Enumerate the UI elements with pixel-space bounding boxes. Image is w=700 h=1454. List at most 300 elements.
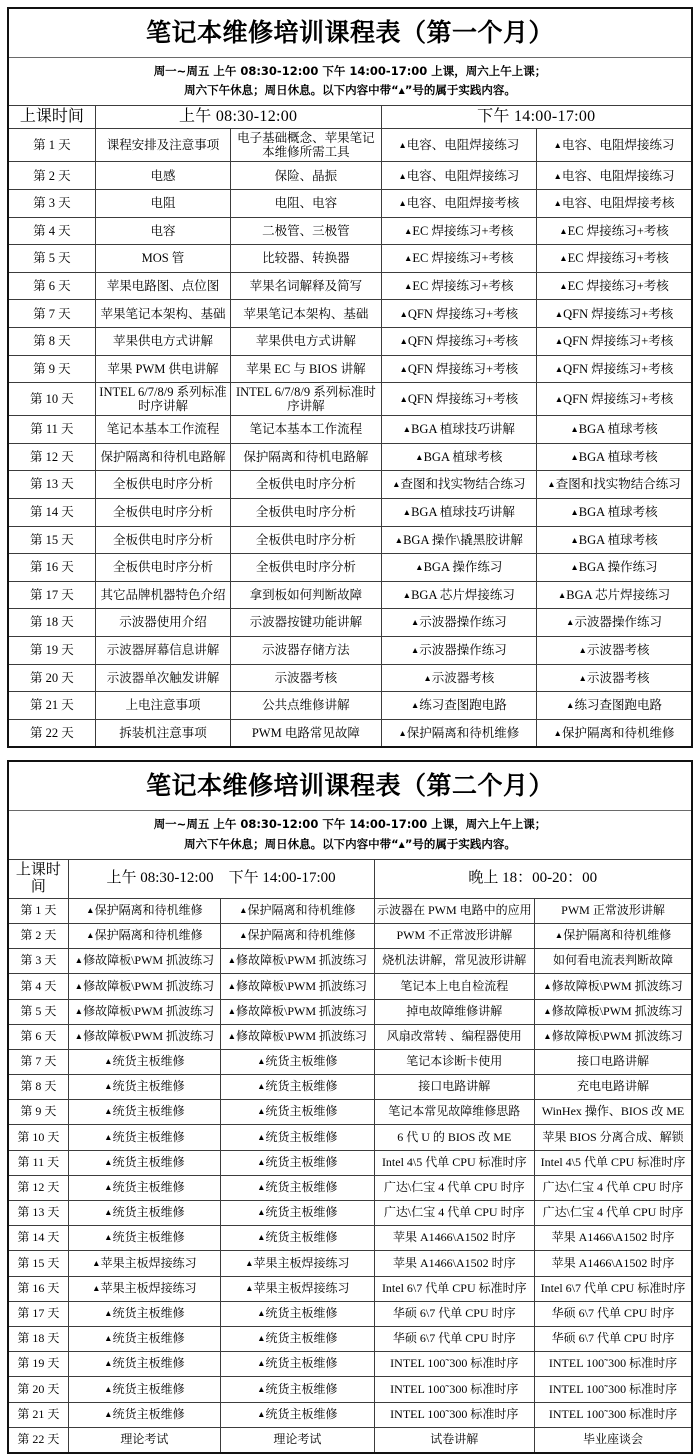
row-cell-4: ▲EC 焊接练习+考核 [537, 217, 693, 245]
row-day-label: 第 13 天 [8, 1201, 68, 1226]
practice-marker-triangle-icon: ▲ [104, 1106, 113, 1117]
table2-subtitle-line-1: 周一~周五 上午 08:30-12:00 下午 14:00-17:00 上课，周六上午上课； [153, 817, 547, 832]
row-day-label: 第 8 天 [8, 328, 95, 356]
practice-marker-triangle-icon: ▲ [104, 1156, 113, 1167]
table-row [8, 1150, 692, 1175]
row-cell-4: ▲示波器考核 [537, 664, 693, 692]
row-day-label: 第 19 天 [8, 636, 95, 664]
table-row [8, 636, 692, 664]
practice-marker-triangle-icon: ▲ [553, 198, 562, 209]
table-row [8, 1100, 692, 1125]
practice-marker-triangle-icon: ▲ [257, 1131, 266, 1142]
row-cell-2: ▲统货主板维修 [221, 1326, 374, 1351]
practice-marker-triangle-icon: ▲ [104, 1408, 113, 1419]
row-cell-3: ▲电容、电阻焊接考核 [381, 190, 536, 218]
row-day-label: 第 2 天 [8, 923, 68, 948]
row-day-label: 第 10 天 [8, 383, 95, 416]
row-cell-4: ▲QFN 焊接练习+考核 [537, 383, 693, 416]
row-day-label: 第 7 天 [8, 1049, 68, 1074]
practice-marker-triangle-icon: ▲ [553, 727, 562, 738]
practice-marker-triangle-icon: ▲ [415, 562, 424, 573]
row-cell-3: 风扇改常转 、编程器使用 [374, 1024, 534, 1049]
row-cell-1: 苹果电路图、点位图 [95, 272, 230, 300]
row-cell-2: 电阻、电容 [231, 190, 381, 218]
row-day-label: 第 16 天 [8, 554, 95, 582]
row-cell-2: 全板供电时序分析 [231, 526, 381, 554]
table-row [8, 1326, 692, 1351]
row-cell-4: ▲保护隔离和待机维修 [537, 719, 693, 747]
row-day-label: 第 4 天 [8, 217, 95, 245]
row-cell-2: 理论考试 [221, 1427, 374, 1453]
row-cell-4: Intel 4\5 代单 CPU 标准时序 [535, 1150, 693, 1175]
row-cell-4: ▲练习查图跑电路 [537, 692, 693, 720]
table-gap-divider [7, 748, 693, 760]
table1-header-time-label: 上课时间 [8, 106, 95, 129]
table-row [8, 1024, 692, 1049]
practice-marker-triangle-icon: ▲ [257, 1383, 266, 1394]
practice-marker-triangle-icon: ▲ [92, 1257, 101, 1268]
row-cell-3: ▲查图和找实物结合练习 [381, 471, 536, 499]
table1-subtitle-line-2-part-b: ”号的属于实践内容。 [404, 83, 516, 98]
row-cell-4: ▲BGA 植球考核 [537, 443, 693, 471]
practice-marker-triangle-icon: ▲ [566, 700, 575, 711]
practice-marker-triangle-icon: ▲ [104, 1307, 113, 1318]
row-cell-1: ▲统货主板维修 [68, 1301, 220, 1326]
table2-title-row [8, 761, 692, 811]
practice-marker-triangle-icon: ▲ [566, 617, 575, 628]
row-cell-3: Intel 6\7 代单 CPU 标准时序 [374, 1276, 534, 1301]
row-cell-2: ▲修故障板\PWM 抓波练习 [221, 999, 374, 1024]
row-day-label: 第 22 天 [8, 719, 95, 747]
table-row [8, 974, 692, 999]
practice-marker-triangle-icon: ▲ [74, 1005, 84, 1016]
table-row [8, 471, 692, 499]
row-cell-2: 全板供电时序分析 [231, 498, 381, 526]
table-row [8, 498, 692, 526]
practice-marker-triangle-icon: ▲ [570, 424, 579, 435]
practice-marker-triangle-icon: ▲ [410, 645, 420, 656]
row-cell-3: ▲电容、电阻焊接练习 [381, 162, 536, 190]
row-cell-1: ▲统货主板维修 [68, 1049, 220, 1074]
practice-marker-triangle-icon: ▲ [402, 424, 412, 435]
practice-marker-triangle-icon: ▲ [402, 507, 412, 518]
table-row [8, 949, 692, 974]
row-cell-1: ▲修故障板\PWM 抓波练习 [68, 999, 220, 1024]
practice-marker-triangle-icon: ▲ [415, 451, 424, 462]
row-day-label: 第 11 天 [8, 1150, 68, 1175]
row-cell-4: ▲BGA 芯片焊接练习 [537, 581, 693, 609]
row-cell-2: ▲统货主板维修 [221, 1226, 374, 1251]
row-cell-2: 苹果笔记本架构、基础 [231, 300, 381, 328]
practice-marker-triangle-icon: ▲ [245, 1257, 254, 1268]
row-cell-3: ▲练习查图跑电路 [381, 692, 536, 720]
row-cell-2: ▲统货主板维修 [221, 1125, 374, 1150]
row-cell-3: 苹果 A1466\A1502 时序 [374, 1226, 534, 1251]
practice-marker-triangle-icon: ▲ [92, 1282, 101, 1293]
practice-marker-triangle-icon: ▲ [74, 980, 84, 991]
row-cell-1: 保护隔离和待机电路解 [95, 443, 230, 471]
practice-marker-triangle-icon: ▲ [554, 336, 564, 347]
table-row [8, 1276, 692, 1301]
row-day-label: 第 9 天 [8, 355, 95, 383]
practice-marker-triangle-icon: ▲ [554, 394, 564, 404]
row-cell-1: ▲苹果主板焊接练习 [68, 1251, 220, 1276]
row-day-label: 第 5 天 [8, 245, 95, 273]
row-cell-4: 苹果 A1466\A1502 时序 [535, 1251, 693, 1276]
practice-marker-triangle-icon: ▲ [227, 955, 237, 966]
practice-marker-triangle-icon: ▲ [74, 955, 84, 966]
row-cell-1: 上电注意事项 [95, 692, 230, 720]
row-cell-2: ▲统货主板维修 [221, 1301, 374, 1326]
practice-marker-triangle-icon: ▲ [554, 930, 564, 941]
practice-marker-triangle-icon: ▲ [399, 308, 408, 319]
table2-subtitle-line-2 [9, 835, 691, 854]
table2-subtitle [8, 811, 692, 859]
row-cell-2: 示波器考核 [231, 664, 381, 692]
row-day-label: 第 4 天 [8, 974, 68, 999]
practice-marker-triangle-icon: ▲ [570, 507, 579, 518]
row-cell-1: ▲保护隔离和待机维修 [68, 923, 220, 948]
row-cell-1: ▲统货主板维修 [68, 1150, 220, 1175]
row-cell-4: ▲EC 焊接练习+考核 [537, 245, 693, 273]
practice-marker-triangle-icon: ▲ [559, 225, 568, 236]
row-cell-4: Intel 6\7 代单 CPU 标准时序 [535, 1276, 693, 1301]
row-cell-4: 华硕 6\7 代单 CPU 时序 [535, 1301, 693, 1326]
row-cell-2: 苹果 EC 与 BIOS 讲解 [231, 355, 381, 383]
practice-marker-triangle-icon: ▲ [543, 1030, 552, 1041]
row-cell-4: 苹果 BIOS 分离合成、解锁 [535, 1125, 693, 1150]
practice-marker-triangle-icon: ▲ [553, 140, 562, 151]
row-day-label: 第 14 天 [8, 498, 95, 526]
row-cell-2: 比较器、转换器 [231, 245, 381, 273]
row-day-label: 第 18 天 [8, 609, 95, 637]
row-day-label: 第 17 天 [8, 1301, 68, 1326]
table-row [8, 129, 692, 162]
table-row [8, 1301, 692, 1326]
row-cell-1: 示波器单次触发讲解 [95, 664, 230, 692]
table-row [8, 1075, 692, 1100]
row-cell-4: ▲电容、电阻焊接考核 [537, 190, 693, 218]
practice-marker-triangle-icon: ▲ [410, 700, 420, 711]
row-cell-3: ▲QFN 焊接练习+考核 [381, 383, 536, 416]
practice-marker-triangle-icon: ▲ [257, 1182, 266, 1192]
row-cell-1: ▲统货主板维修 [68, 1402, 220, 1427]
table-row [8, 190, 692, 218]
practice-marker-triangle-icon: ▲ [398, 198, 407, 209]
row-day-label: 第 8 天 [8, 1075, 68, 1100]
practice-marker-triangle-icon: ▲ [74, 1030, 84, 1041]
row-cell-2: ▲苹果主板焊接练习 [221, 1251, 374, 1276]
table-row [8, 416, 692, 444]
row-day-label: 第 12 天 [8, 1175, 68, 1200]
table2-body [8, 898, 692, 1453]
row-day-label: 第 16 天 [8, 1276, 68, 1301]
table2-subtitle-line-2-part-b: ”号的属于实践内容。 [404, 836, 516, 851]
row-cell-4: ▲保护隔离和待机维修 [535, 923, 693, 948]
row-cell-3: ▲示波器操作练习 [381, 609, 536, 637]
practice-marker-triangle-icon: ▲ [86, 904, 95, 915]
row-cell-1: 电阻 [95, 190, 230, 218]
table1-subtitle-line-1: 周一~周五 上午 08:30-12:00 下午 14:00-17:00 上课，周六上午上课； [153, 64, 547, 78]
row-cell-3: 苹果 A1466\A1502 时序 [374, 1251, 534, 1276]
row-cell-2: ▲统货主板维修 [221, 1402, 374, 1427]
row-cell-3: ▲EC 焊接练习+考核 [381, 217, 536, 245]
table-row [8, 217, 692, 245]
row-day-label: 第 2 天 [8, 162, 95, 190]
row-cell-4: 广达\仁宝 4 代单 CPU 时序 [535, 1175, 693, 1200]
row-day-label: 第 9 天 [8, 1100, 68, 1125]
practice-marker-triangle-icon: ▲ [257, 1106, 266, 1117]
practice-marker-triangle-icon: ▲ [399, 336, 408, 347]
row-day-label: 第 3 天 [8, 190, 95, 218]
table-row [8, 664, 692, 692]
row-cell-4: ▲BGA 操作练习 [537, 554, 693, 582]
table-row [8, 443, 692, 471]
row-cell-2: ▲统货主板维修 [221, 1377, 374, 1402]
table-row [8, 1125, 692, 1150]
row-cell-1: ▲统货主板维修 [68, 1352, 220, 1377]
table1-header-morning: 上午 08:30-12:00 [95, 106, 381, 129]
table-row [8, 581, 692, 609]
row-day-label: 第 21 天 [8, 692, 95, 720]
row-cell-2: ▲统货主板维修 [221, 1075, 374, 1100]
row-cell-3: ▲EC 焊接练习+考核 [381, 272, 536, 300]
practice-marker-triangle-icon: ▲ [257, 1081, 266, 1092]
row-cell-1: 电容 [95, 217, 230, 245]
row-cell-3: ▲QFN 焊接练习+考核 [381, 355, 536, 383]
row-cell-2: 笔记本基本工作流程 [231, 416, 381, 444]
table-row [8, 1226, 692, 1251]
row-cell-1: 全板供电时序分析 [95, 498, 230, 526]
practice-marker-triangle-icon: ▲ [403, 225, 413, 236]
row-cell-3: PWM 不正常波形讲解 [374, 923, 534, 948]
table2-header-evening: 晚上 18：00-20：00 [374, 859, 692, 898]
row-cell-1: 全板供电时序分析 [95, 554, 230, 582]
row-day-label: 第 6 天 [8, 1024, 68, 1049]
row-cell-3: 笔记本常见故障维修思路 [374, 1100, 534, 1125]
table2-title: 笔记本维修培训课程表（第二个月） [8, 761, 692, 811]
row-cell-1: ▲统货主板维修 [68, 1100, 220, 1125]
practice-marker-triangle-icon: ▲ [257, 1358, 266, 1369]
row-day-label: 第 7 天 [8, 300, 95, 328]
practice-marker-triangle-icon: ▲ [257, 1232, 266, 1243]
row-cell-2: ▲统货主板维修 [221, 1150, 374, 1175]
row-cell-3: ▲BGA 植球考核 [381, 443, 536, 471]
table-row [8, 1175, 692, 1200]
row-cell-4: ▲QFN 焊接练习+考核 [537, 328, 693, 356]
row-cell-3: 示波器在 PWM 电路中的应用 [374, 898, 534, 923]
row-cell-1: INTEL 6/7/8/9 系列标准时序讲解 [95, 383, 230, 416]
row-cell-2: ▲统货主板维修 [221, 1049, 374, 1074]
practice-marker-triangle-icon: ▲ [257, 1408, 266, 1419]
row-cell-3: ▲QFN 焊接练习+考核 [381, 300, 536, 328]
row-cell-2: 示波器按键功能讲解 [231, 609, 381, 637]
table-row [8, 272, 692, 300]
row-cell-4: INTEL 100˜300 标准时序 [535, 1352, 693, 1377]
practice-marker-triangle-icon: ▲ [398, 170, 407, 181]
practice-marker-triangle-icon: ▲ [104, 1056, 113, 1067]
row-cell-3: ▲BGA 植球技巧讲解 [381, 498, 536, 526]
row-cell-4: ▲BGA 植球考核 [537, 526, 693, 554]
row-cell-3: ▲BGA 操作\撬黑胶讲解 [381, 526, 536, 554]
table-row [8, 162, 692, 190]
table1-title: 笔记本维修培训课程表（第一个月） [8, 8, 692, 58]
row-cell-4: 充电电路讲解 [535, 1075, 693, 1100]
row-cell-4: ▲修故障板\PWM 抓波练习 [535, 999, 693, 1024]
practice-marker-triangle-icon: ▲ [403, 280, 413, 291]
table-row [8, 554, 692, 582]
row-cell-3: ▲BGA 操作练习 [381, 554, 536, 582]
row-cell-1: ▲统货主板维修 [68, 1201, 220, 1226]
row-cell-3: 华硕 6\7 代单 CPU 时序 [374, 1326, 534, 1351]
table2-subtitle-row [8, 811, 692, 859]
row-cell-1: ▲修故障板\PWM 抓波练习 [68, 974, 220, 999]
row-cell-3: INTEL 100˜300 标准时序 [374, 1352, 534, 1377]
practice-marker-triangle-icon: ▲ [104, 1358, 113, 1369]
row-cell-4: 如何看电流表判断故障 [535, 949, 693, 974]
row-cell-2: 苹果名词解释及简写 [231, 272, 381, 300]
schedule-table-month-1 [7, 7, 693, 748]
table-row [8, 999, 692, 1024]
row-cell-4: 毕业座谈会 [535, 1427, 693, 1453]
practice-marker-triangle-icon: ▲ [257, 1207, 266, 1218]
row-cell-3: ▲BGA 植球技巧讲解 [381, 416, 536, 444]
table-row [8, 898, 692, 923]
practice-marker-triangle-icon: ▲ [554, 363, 564, 374]
row-cell-4: ▲电容、电阻焊接练习 [537, 129, 693, 162]
table1-subtitle-line-2 [9, 81, 691, 100]
row-cell-1: ▲统货主板维修 [68, 1075, 220, 1100]
table2-header-row [8, 859, 692, 898]
row-cell-1: MOS 管 [95, 245, 230, 273]
practice-marker-triangle-icon: ▲ [547, 479, 556, 490]
row-day-label: 第 21 天 [8, 1402, 68, 1427]
row-day-label: 第 6 天 [8, 272, 95, 300]
row-cell-3: ▲示波器操作练习 [381, 636, 536, 664]
row-cell-2: ▲修故障板\PWM 抓波练习 [221, 1024, 374, 1049]
table1-header-row [8, 106, 692, 129]
row-cell-2: 示波器存储方法 [231, 636, 381, 664]
practice-marker-triangle-icon: ▲ [578, 645, 587, 656]
row-day-label: 第 15 天 [8, 1251, 68, 1276]
practice-marker-triangle-icon: ▲ [398, 86, 405, 96]
row-cell-1: 其它品牌机器特色介绍 [95, 581, 230, 609]
practice-marker-triangle-icon: ▲ [104, 1182, 113, 1192]
practice-marker-triangle-icon: ▲ [543, 1005, 552, 1016]
row-cell-3: ▲电容、电阻焊接练习 [381, 129, 536, 162]
practice-marker-triangle-icon: ▲ [104, 1131, 113, 1142]
row-cell-2: ▲统货主板维修 [221, 1175, 374, 1200]
table1-body [8, 129, 692, 747]
practice-marker-triangle-icon: ▲ [559, 253, 568, 264]
practice-marker-triangle-icon: ▲ [104, 1232, 113, 1243]
row-cell-4: 华硕 6\7 代单 CPU 时序 [535, 1326, 693, 1351]
row-cell-2: ▲修故障板\PWM 抓波练习 [221, 949, 374, 974]
table-row [8, 300, 692, 328]
row-cell-1: ▲统货主板维修 [68, 1226, 220, 1251]
row-cell-3: 笔记本上电自检流程 [374, 974, 534, 999]
row-cell-3: INTEL 100˜300 标准时序 [374, 1377, 534, 1402]
practice-marker-triangle-icon: ▲ [423, 672, 432, 683]
row-cell-1: ▲苹果主板焊接练习 [68, 1276, 220, 1301]
table-row [8, 383, 692, 416]
row-day-label: 第 20 天 [8, 1377, 68, 1402]
row-cell-4: ▲EC 焊接练习+考核 [537, 272, 693, 300]
row-cell-1: ▲统货主板维修 [68, 1175, 220, 1200]
practice-marker-triangle-icon: ▲ [410, 617, 420, 628]
row-cell-3: 烧机法讲解，常见波形讲解 [374, 949, 534, 974]
row-cell-1: ▲统货主板维修 [68, 1377, 220, 1402]
table-row [8, 609, 692, 637]
table2-subtitle-line-2-part-a: 周六下午休息；周日休息。以下内容中带“ [184, 836, 399, 851]
practice-marker-triangle-icon: ▲ [227, 1005, 237, 1016]
row-cell-3: ▲示波器考核 [381, 664, 536, 692]
practice-marker-triangle-icon: ▲ [227, 1030, 237, 1041]
table1-subtitle [8, 58, 692, 106]
practice-marker-triangle-icon: ▲ [399, 394, 408, 404]
practice-marker-triangle-icon: ▲ [104, 1081, 113, 1092]
practice-marker-triangle-icon: ▲ [403, 253, 413, 264]
table-row [8, 1377, 692, 1402]
table1-title-row [8, 8, 692, 58]
row-cell-4: ▲电容、电阻焊接练习 [537, 162, 693, 190]
row-cell-2: 公共点维修讲解 [231, 692, 381, 720]
row-cell-1: 示波器使用介绍 [95, 609, 230, 637]
row-cell-2: ▲统货主板维修 [221, 1352, 374, 1377]
row-cell-3: ▲QFN 焊接练习+考核 [381, 328, 536, 356]
row-cell-2: PWM 电路常见故障 [231, 719, 381, 747]
practice-marker-triangle-icon: ▲ [104, 1207, 113, 1218]
practice-marker-triangle-icon: ▲ [104, 1333, 113, 1344]
row-cell-2: 保险、晶振 [231, 162, 381, 190]
row-day-label: 第 11 天 [8, 416, 95, 444]
row-day-label: 第 14 天 [8, 1226, 68, 1251]
table-row [8, 1049, 692, 1074]
row-cell-1: 示波器屏幕信息讲解 [95, 636, 230, 664]
row-cell-2: 全板供电时序分析 [231, 554, 381, 582]
practice-marker-triangle-icon: ▲ [543, 980, 552, 991]
practice-marker-triangle-icon: ▲ [104, 1383, 113, 1394]
row-cell-4: ▲示波器考核 [537, 636, 693, 664]
practice-marker-triangle-icon: ▲ [554, 308, 564, 319]
row-cell-2: ▲保护隔离和待机维修 [221, 898, 374, 923]
row-cell-1: 拆装机注意事项 [95, 719, 230, 747]
practice-marker-triangle-icon: ▲ [570, 534, 579, 545]
row-cell-4: INTEL 100˜300 标准时序 [535, 1402, 693, 1427]
row-cell-4: ▲查图和找实物结合练习 [537, 471, 693, 499]
row-cell-1: ▲统货主板维修 [68, 1326, 220, 1351]
row-cell-1: ▲修故障板\PWM 抓波练习 [68, 949, 220, 974]
row-cell-4: 苹果 A1466\A1502 时序 [535, 1226, 693, 1251]
practice-marker-triangle-icon: ▲ [257, 1333, 266, 1344]
row-cell-3: ▲BGA 芯片焊接练习 [381, 581, 536, 609]
row-cell-3: ▲保护隔离和待机维修 [381, 719, 536, 747]
row-cell-4: ▲修故障板\PWM 抓波练习 [535, 974, 693, 999]
row-cell-1: 苹果供电方式讲解 [95, 328, 230, 356]
row-cell-3: INTEL 100˜300 标准时序 [374, 1402, 534, 1427]
table-row [8, 1201, 692, 1226]
row-cell-1: 课程安排及注意事项 [95, 129, 230, 162]
row-cell-4: ▲示波器操作练习 [537, 609, 693, 637]
table1-subtitle-line-2-part-a: 周六下午休息；周日休息。以下内容中带“ [184, 83, 399, 98]
practice-marker-triangle-icon: ▲ [559, 280, 568, 291]
row-cell-2: ▲苹果主板焊接练习 [221, 1276, 374, 1301]
row-cell-1: 苹果笔记本架构、基础 [95, 300, 230, 328]
row-cell-3: 广达\仁宝 4 代单 CPU 时序 [374, 1201, 534, 1226]
practice-marker-triangle-icon: ▲ [257, 1056, 266, 1067]
practice-marker-triangle-icon: ▲ [398, 140, 407, 151]
row-cell-3: 试卷讲解 [374, 1427, 534, 1453]
